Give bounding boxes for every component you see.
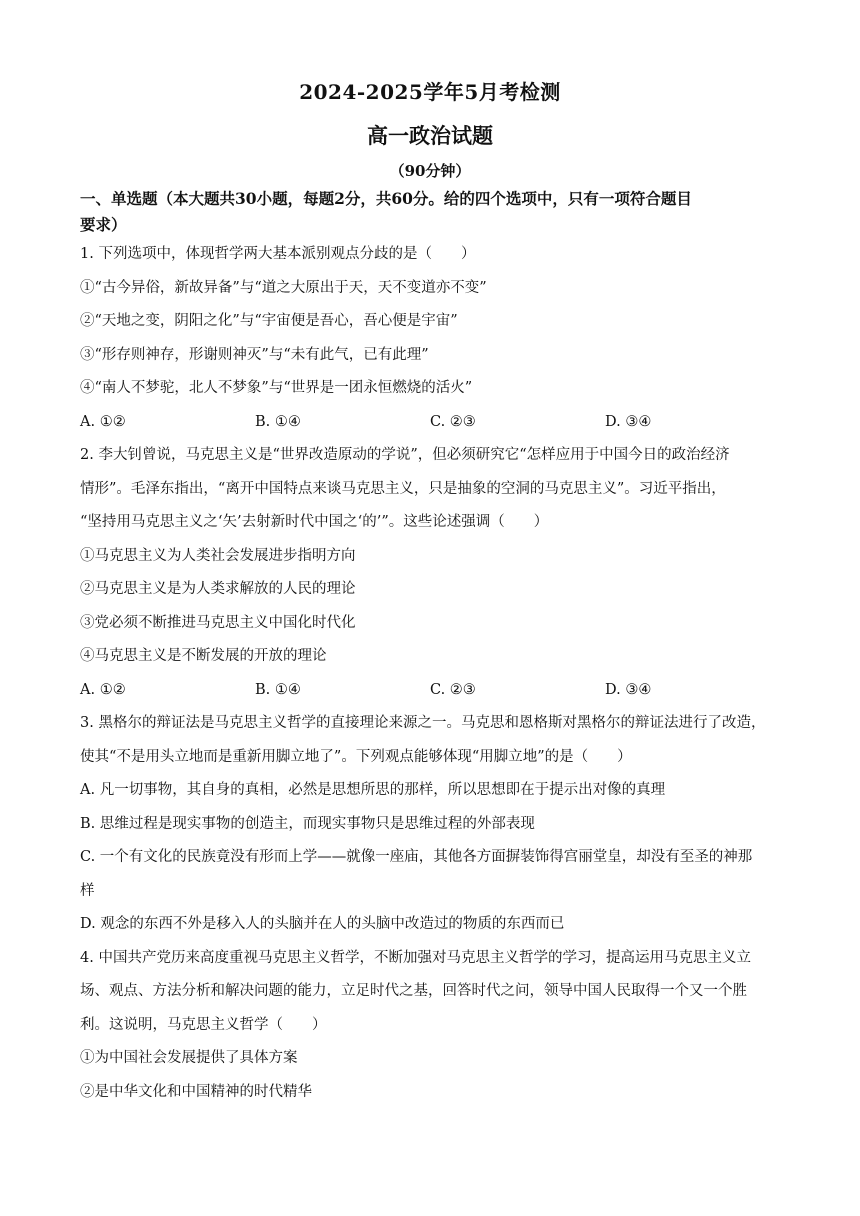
question-item: ①马克思主义为人类社会发展进步指明方向 <box>80 547 356 564</box>
question-item: ①“古今异俗，新故异备”与“道之大原出于天，天不变道亦不变” <box>80 279 487 296</box>
question-item: B. 思维过程是现实事物的创造主，而现实事物只是思维过程的外部表现 <box>80 815 535 832</box>
question-item: ④“南人不梦驼，北人不梦象”与“世界是一团永恒燃烧的活火” <box>80 380 473 396</box>
question-4 <box>80 942 790 1110</box>
question-stem-line: 4. 中国共产党历来高度重视马克思主义哲学，不断加强对马克思主义哲学的学习，提高运用马克思主义立 <box>80 949 751 966</box>
question-item: ④马克思主义是不断发展的开放的理论 <box>80 648 327 664</box>
section-heading <box>80 186 790 238</box>
answer-option: D. ③④ <box>605 413 652 430</box>
answer-option: C. ②③ <box>430 681 476 698</box>
question-stem-line: 3. 黑格尔的辩证法是马克思主义哲学的直接理论来源之一。马克思和恩格斯对黑格尔的辩证法进行了改造， <box>80 715 766 731</box>
section-heading-line: 一、单选题（本大题共30小题，每题2分，共60分。给的四个选项中，只有一项符合题目 <box>80 189 692 208</box>
question-item: ③“形存则神存，形谢则神灭”与“未有此气，已有此理” <box>80 346 429 363</box>
question-list <box>80 238 790 1109</box>
exam-title: 2024-2025学年5月考检测 <box>299 80 561 104</box>
question-item: C. 一个有文化的民族竟没有形而上学——就像一座庙，其他各方面摒装饰得宫丽堂皇，却没有至圣的神那 <box>80 849 753 865</box>
question-stem-line: 场、观点、方法分析和解决问题的能力，立足时代之基，回答时代之问，领导中国人民取得一个又一个胜 <box>80 983 747 999</box>
question-item: ③党必须不断推进马克思主义中国化时代化 <box>80 614 356 631</box>
answer-option: B. ①④ <box>255 681 301 698</box>
answer-option: A. ①② <box>80 681 126 698</box>
question-item: A. 凡一切事物，其自身的真相，必然是思想所思的那样，所以思想即在于提示出对像的真理 <box>80 782 666 798</box>
question-stem-line: 利。这说明，马克思主义哲学（ ） <box>80 1016 327 1033</box>
question-stem-line: 2. 李大钊曾说，马克思主义是“世界改造原动的学说”，但必须研究它“怎样应用于中国今日的政治经济 <box>80 447 730 463</box>
answer-option: B. ①④ <box>255 413 301 430</box>
section-heading-line: 要求） <box>80 215 127 234</box>
question-item: D. 观念的东西不外是移入人的头脑并在人的头脑中改造过的物质的东西而已 <box>80 916 565 932</box>
question-stem-line: “坚持用马克思主义之‘矢’去射新时代中国之‘的’”。这些论述强调（ ） <box>80 514 549 530</box>
answer-option: D. ③④ <box>605 681 652 698</box>
question-stem-line: 1. 下列选项中，体现哲学两大基本派别观点分歧的是（ ） <box>80 246 476 262</box>
question-item: ①为中国社会发展提供了具体方案 <box>80 1050 298 1066</box>
subject-title: 高一政治试题 <box>367 123 493 148</box>
question-stem-line: 使其“不是用头立地而是重新用脚立地了”。下列观点能够体现“用脚立地”的是（ ） <box>80 748 632 765</box>
question-stem-line: 情形”。毛泽东指出，“离开中国特点来谈马克思主义，只是抽象的空洞的马克思主义”。习近平指出， <box>80 480 726 497</box>
question-item: ②“天地之变，阴阳之化”与“宇宙便是吾心，吾心便是宇宙” <box>80 313 458 329</box>
question-2 <box>80 439 790 707</box>
answer-options <box>80 406 790 440</box>
question-3 <box>80 707 790 942</box>
question-item: ②是中华文化和中国精神的时代精华 <box>80 1083 312 1100</box>
answer-options <box>80 674 790 708</box>
answer-option: C. ②③ <box>430 413 476 430</box>
exam-duration: （90分钟） <box>389 162 471 180</box>
question-item: ②马克思主义是为人类求解放的人民的理论 <box>80 581 356 597</box>
question-1 <box>80 238 790 439</box>
answer-option: A. ①② <box>80 413 126 430</box>
question-item: 样 <box>80 882 95 899</box>
